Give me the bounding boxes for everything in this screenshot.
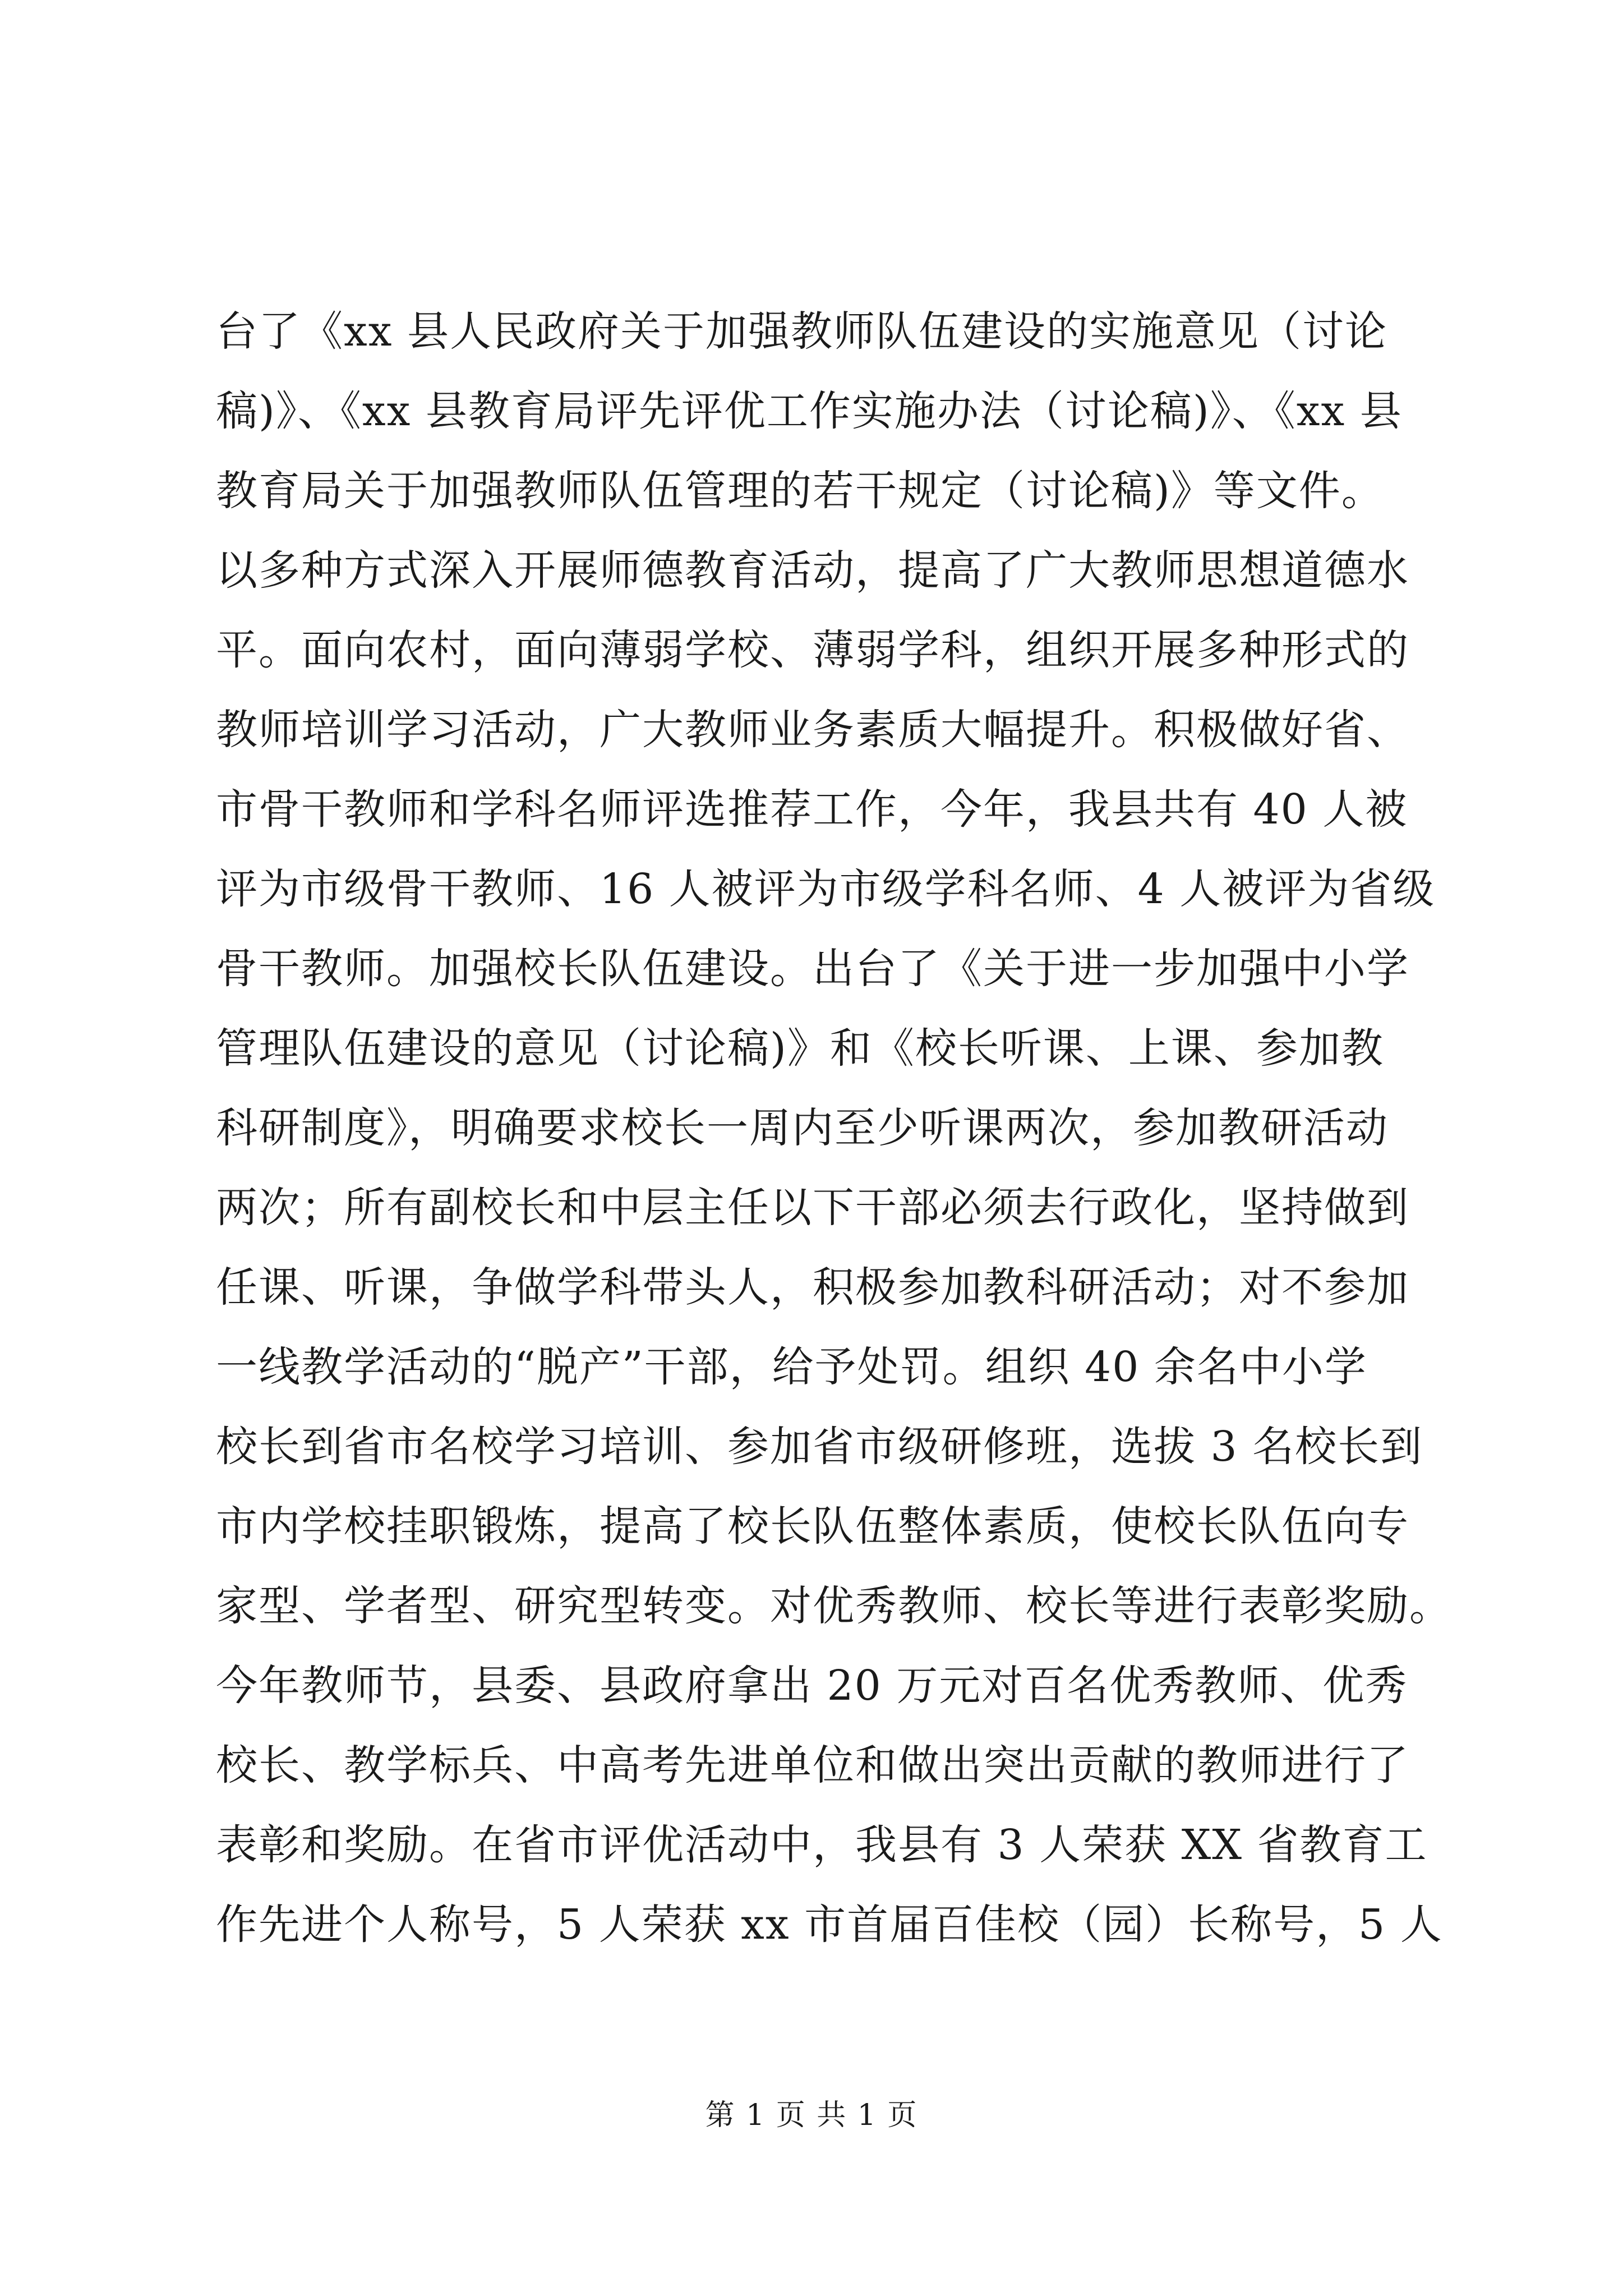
text-line: 今年教师节，县委、县政府拿出 20 万元对百名优秀教师、优秀 [216,1662,1408,1710]
text-line: 台了《xx 县人民政府关于加强教师队伍建设的实施意见（讨论 [216,307,1387,356]
text-line: 以多种方式深入开展师德教育活动，提高了广大教师思想道德水 [216,546,1409,595]
text-line: 家型、学者型、研究型转变。对优秀教师、校长等进行表彰奖励。 [216,1582,1452,1630]
text-line: 平。面向农村，面向薄弱学校、薄弱学科，组织开展多种形式的 [216,626,1409,674]
text-line: 校长到省市名校学习培训、参加省市级研修班，选拔 3 名校长到 [216,1423,1423,1471]
page-number-footer: 第 1 页 共 1 页 [705,2099,918,2132]
text-line: 两次；所有副校长和中层主任以下干部必须去行政化，坚持做到 [216,1184,1409,1232]
text-line: 市骨干教师和学科名师评选推荐工作，今年，我县共有 40 人被 [216,785,1408,834]
text-line: 一线教学活动的“脱产”干部，给予处罚。组织 40 余名中小学 [216,1343,1367,1391]
text-line: 市内学校挂职锻炼，提高了校长队伍整体素质，使校长队伍向专 [216,1502,1409,1550]
text-line: 骨干教师。加强校长队伍建设。出台了《关于进一步加强中小学 [216,945,1409,993]
body-text [216,292,1452,1964]
text-line: 校长、教学标兵、中高考先进单位和做出突出贡献的教师进行了 [216,1741,1409,1789]
text-line: 表彰和奖励。在省市评优活动中，我县有 3 人荣获 XX 省教育工 [216,1821,1428,1869]
text-line: 教师培训学习活动，广大教师业务素质大幅提升。积极做好省、 [216,706,1409,754]
text-line: 管理队伍建设的意见（讨论稿)》和《校长听课、上课、参加教 [216,1024,1384,1073]
text-line: 稿)》、《xx 县教育局评先评优工作实施办法（讨论稿)》、《xx 县 [216,387,1403,435]
text-line: 任课、听课，争做学科带头人，积极参加教科研活动；对不参加 [216,1263,1409,1312]
text-line: 科研制度》，明确要求校长一周内至少听课两次，参加教研活动 [216,1104,1389,1152]
text-line: 作先进个人称号，5 人荣获 xx 市首届百佳校（园）长称号，5 人 [216,1901,1443,1949]
text-line: 教育局关于加强教师队伍管理的若干规定（讨论稿)》等文件。 [216,467,1384,515]
text-line: 评为市级骨干教师、16 人被评为市级学科名师、4 人被评为省级 [216,865,1436,913]
